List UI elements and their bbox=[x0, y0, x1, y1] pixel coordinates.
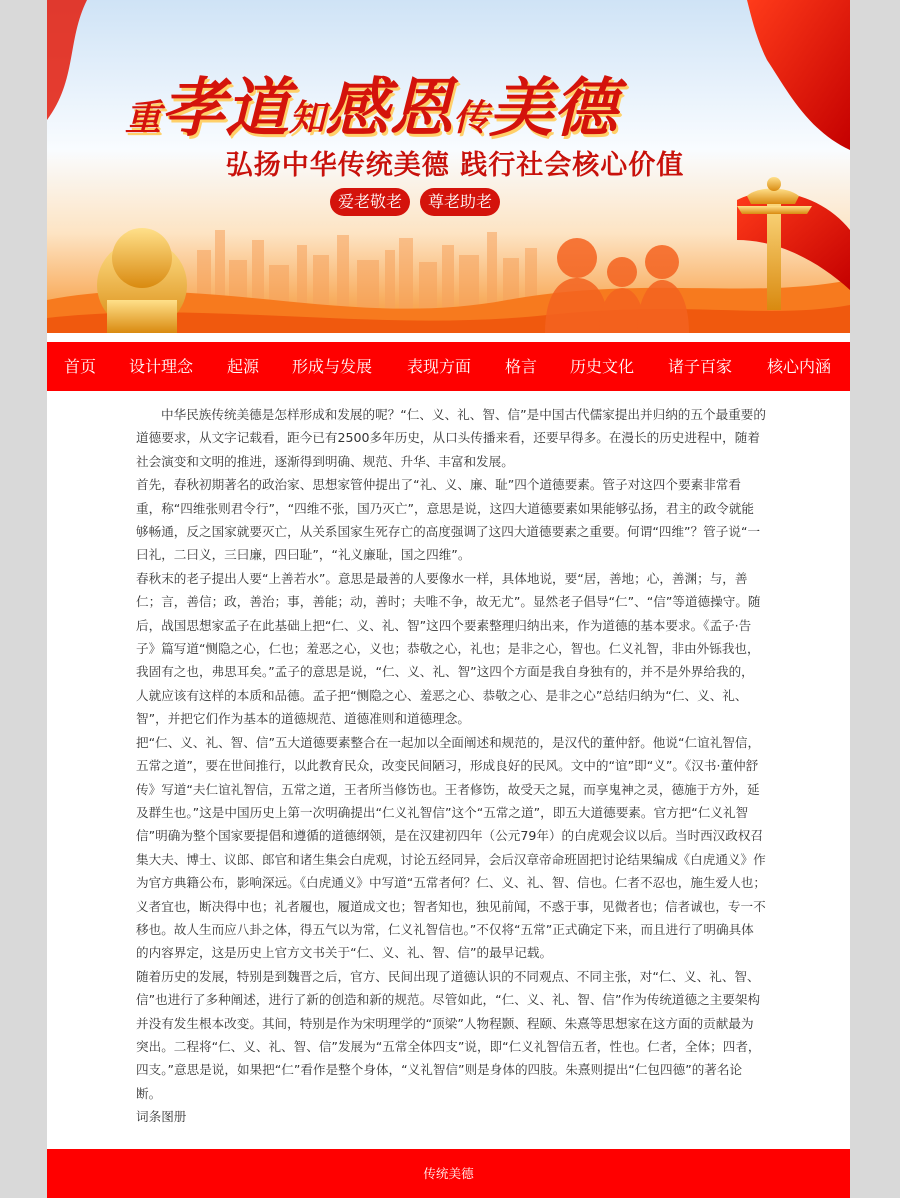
footer-text: 传统美德 bbox=[423, 1166, 474, 1181]
nav-item-history-culture[interactable]: 历史文化 bbox=[570, 357, 635, 376]
nav-item-aspects[interactable]: 表现方面 bbox=[407, 357, 472, 376]
banner-title-char: 重 bbox=[125, 97, 162, 139]
banner bbox=[47, 0, 850, 333]
article-paragraph: 随着历史的发展，特别是到魏晋之后，官方、民间出现了道德认识的不同观点、不同主张，对“仁、义、礼、智、信”也进行了多种阐述，进行了新的创造和新的规范。尽管如此，“仁、义、礼、智、信”作为传统道德之主要架构并没有发生根本改变。其间，特别是作为宋明理学的“顶梁”人物程颢、程颐、朱熹等思想家在这方面的贡献最为突出。二程将“仁、义、礼、智、信”发展为“五常全体四支”说，即“仁义礼智信五者，性也。仁者，全体；四者，四支。”意思是说，如果把“仁”看作是整个身体，“义礼智信”则是身体的四肢。朱熹则提出“仁包四德”的著名论断。 bbox=[136, 968, 761, 1101]
nav-item-design-concept[interactable]: 设计理念 bbox=[129, 357, 194, 376]
nav-item-hundred-schools[interactable]: 诸子百家 bbox=[668, 357, 733, 376]
banner-tags bbox=[330, 188, 510, 216]
nav-item-origin[interactable]: 起源 bbox=[227, 357, 260, 376]
banner-title-word: 感恩 bbox=[325, 71, 454, 146]
main-nav bbox=[47, 342, 850, 391]
article-paragraph: 春秋末的老子提出人要“上善若水”。意思是最善的人要像水一样，具体地说，要“居，善地；心，善渊；与，善仁；言，善信；政，善治；事，善能；动，善时；夫唯不争，故无尤”。显然老子倡导“仁”、“信”等道德操守。随后，战国思想家孟子在此基础上把“仁、义、礼、智”这四个要素整理归纳出来，作为道德的基本要求。《孟子·告子》篇写道“恻隐之心，仁也；羞恶之心，义也；恭敬之心，礼也；是非之心，智也。仁义礼智，非由外铄我也，我固有之也，弗思耳矣。”孟子的意思是说，“仁、义、礼、智”这四个方面是我自身独有的，并不是外界给我的，人就应该有这样的本质和品德。孟子把“恻隐之心、羞恶之心、恭敬之心、是非之心”总结归纳为“仁、义、礼、智”，并把它们作为基本的道德规范、道德准则和道德理念。 bbox=[136, 570, 761, 727]
gallery-link[interactable]: 词条图册 bbox=[136, 1109, 187, 1125]
page bbox=[47, 0, 850, 1198]
article-body bbox=[136, 403, 766, 1129]
nav-item-formation[interactable]: 形成与发展 bbox=[292, 357, 373, 376]
banner-title-char: 知 bbox=[289, 97, 326, 139]
banner-tag: 尊老助老 bbox=[420, 188, 500, 216]
nav-item-home[interactable]: 首页 bbox=[64, 357, 97, 376]
nav-item-core-connotation[interactable]: 核心内涵 bbox=[767, 357, 832, 376]
footer bbox=[47, 1149, 850, 1198]
banner-title-word: 美德 bbox=[489, 71, 618, 146]
nav-item-maxims[interactable]: 格言 bbox=[505, 357, 538, 376]
banner-title-char: 传 bbox=[453, 97, 490, 139]
banner-tag: 爱老敬老 bbox=[330, 188, 410, 216]
article-paragraph: 中华民族传统美德是怎样形成和发展的呢？“仁、义、礼、智、信”是中国古代儒家提出并归纳的五个最重要的道德要求，从文字记载看，距今已有2500多年历史，从口头传播来看，还要早得多。在漫长的历史进程中，随着社会演变和文明的推进，逐渐得到明确、规范、升华、丰富和发展。 bbox=[136, 407, 766, 469]
article-paragraph: 把“仁、义、礼、智、信”五大道德要素整合在一起加以全面阐述和规范的，是汉代的董仲舒。他说“仁谊礼智信，五常之道”，要在世间推行，以此教育民众，改变民间陋习，形成良好的民风。文中的“谊”即“义”。《汉书·董仲舒传》写道“夫仁谊礼智信，五常之道，王者所当修饬也。王者修饬，故受天之晁，而享鬼神之灵，德施于方外，延及群生也。”这是中国历史上第一次明确提出“仁义礼智信”这个“五常之道”，即五大道德要素。官方把“仁义礼智信”明确为整个国家要提倡和遵循的道德纲领，是在汉建初四年（公元79年）的白虎观会议以后。当时西汉政权召集大夫、博士、议郎、郎官和诸生集会白虎观，讨论五经同异，会后汉章帝命班固把讨论结果编成《白虎通义》作为官方典籍公布，影响深远。《白虎通义》中写道“五常者何？仁、义、礼、智、信也。仁者不忍也，施生爱人也；义者宜也，断决得中也；礼者履也，履道成文也；智者知也，独见前闻，不惑于事，见微者也；信者诚也，专一不移也。故人生而应八卦之体，得五气以为常，仁义礼智信也。”不仅将“五常”正式确定下来，而且进行了明确具体的内容界定，这是历史上官方文书关于“仁、义、礼、智、信”的最早记载。 bbox=[136, 734, 766, 961]
banner-title bbox=[125, 66, 775, 152]
banner-title-word: 孝道 bbox=[161, 71, 290, 146]
banner-subtitle: 弘扬中华传统美德 践行社会核心价值 bbox=[225, 150, 685, 181]
article-paragraph: 首先，春秋初期著名的政治家、思想家管仲提出了“礼、义、廉、耻”四个道德要素。管子对这四个要素非常看重，称“四维张则君令行”，“四维不张，国乃灭亡”，意思是说，这四大道德要素如果能够弘扬，君主的政令就能够畅通，反之国家就要灭亡，从关系国家生死存亡的高度强调了这四大道德要素之重要。何谓“四维”？管子说“一曰礼，二曰义，三曰廉，四曰耻”，“礼义廉耻，国之四维”。 bbox=[136, 477, 761, 563]
